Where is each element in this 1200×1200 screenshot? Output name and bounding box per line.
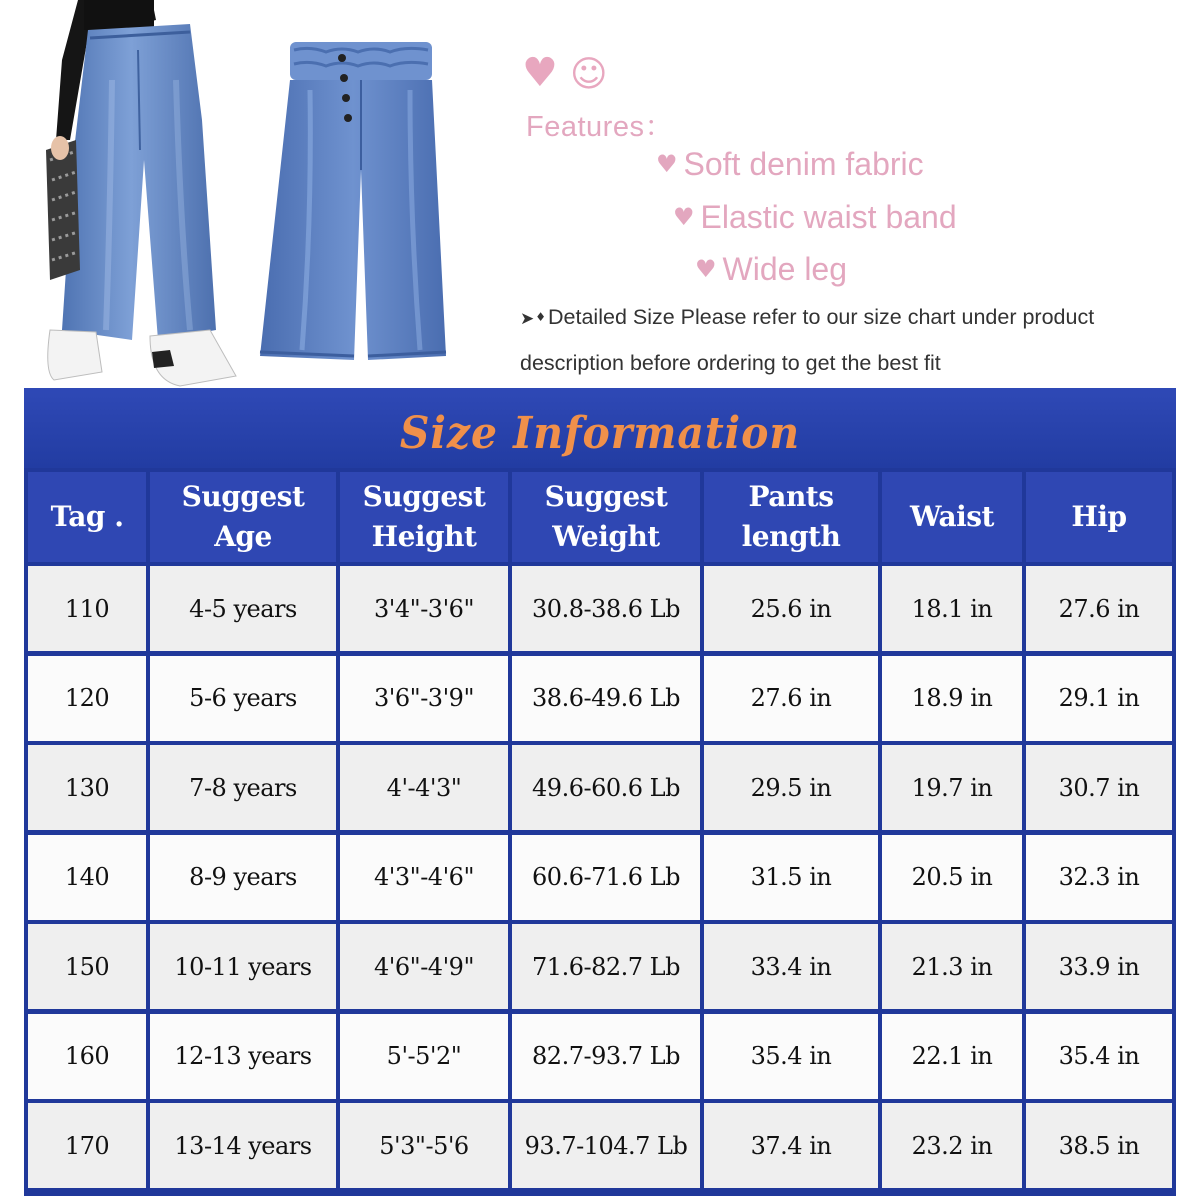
suggest-height-cell: 4'3"-4'6": [340, 835, 508, 920]
suggest-age-cell: 4-5 years: [150, 566, 336, 651]
hip-cell: 35.4 in: [1026, 1014, 1172, 1099]
column-header-suggest-weight: Suggest Weight: [512, 472, 700, 562]
tag-cell: 120: [28, 656, 146, 741]
suggest-weight-cell: 38.6-49.6 Lb: [512, 656, 700, 741]
heart-icon: ♥: [695, 255, 717, 283]
feature-item: [695, 251, 847, 288]
suggest-weight-cell: 49.6-60.6 Lb: [512, 745, 700, 830]
smiley-face-icon: ☺: [570, 54, 608, 95]
suggest-weight-cell: 71.6-82.7 Lb: [512, 924, 700, 1009]
feature-item: [673, 199, 957, 236]
suggest-age-cell: 12-13 years: [150, 1014, 336, 1099]
heart-icon: ♥: [656, 150, 678, 178]
waist-cell: 22.1 in: [882, 1014, 1022, 1099]
feature-text: Elastic waist band: [700, 199, 957, 235]
heart-icon: ♥: [673, 203, 695, 231]
suggest-height-cell: 5'-5'2": [340, 1014, 508, 1099]
suggest-height-cell: 5'3"-5'6: [340, 1103, 508, 1188]
suggest-weight-cell: 93.7-104.7 Lb: [512, 1103, 700, 1188]
feature-text: Soft denim fabric: [683, 146, 924, 182]
waist-cell: 23.2 in: [882, 1103, 1022, 1188]
hip-cell: 27.6 in: [1026, 566, 1172, 651]
suggest-age-cell: 13-14 years: [150, 1103, 336, 1188]
waist-cell: 18.9 in: [882, 656, 1022, 741]
flat-lay-jeans-photo: [250, 0, 460, 370]
pants-length-cell: 33.4 in: [704, 924, 878, 1009]
waist-cell: 20.5 in: [882, 835, 1022, 920]
size-chart-note: [520, 296, 1160, 385]
hip-cell: 33.9 in: [1026, 924, 1172, 1009]
pants-length-cell: 29.5 in: [704, 745, 878, 830]
column-header-suggest-height: Suggest Height: [340, 472, 508, 562]
tag-cell: 130: [28, 745, 146, 830]
tag-cell: 150: [28, 924, 146, 1009]
size-table-title-band: [24, 388, 1176, 468]
suggest-age-cell: 8-9 years: [150, 835, 336, 920]
hip-cell: 32.3 in: [1026, 835, 1172, 920]
arrow-right-icon: ➤: [520, 309, 535, 329]
product-feature-area: [0, 0, 1200, 388]
heart-icon: ♥: [522, 50, 558, 96]
column-header-pants-length: Pants length: [704, 472, 878, 562]
suggest-height-cell: 4'6"-4'9": [340, 924, 508, 1009]
column-header-waist: Waist: [882, 472, 1022, 562]
feature-text: Wide leg: [722, 251, 848, 287]
size-table-title: Size Information: [399, 408, 801, 459]
pants-length-cell: 37.4 in: [704, 1103, 878, 1188]
suggest-height-cell: 3'4"-3'6": [340, 566, 508, 651]
features-title: Features：: [526, 111, 674, 143]
waist-cell: 21.3 in: [882, 924, 1022, 1009]
suggest-weight-cell: 30.8-38.6 Lb: [512, 566, 700, 651]
tag-cell: 140: [28, 835, 146, 920]
suggest-age-cell: 10-11 years: [150, 924, 336, 1009]
suggest-age-cell: 5-6 years: [150, 656, 336, 741]
hip-cell: 29.1 in: [1026, 656, 1172, 741]
size-chart-note-text: Detailed Size Please refer to our size chart under product description before ordering to get the best fit: [520, 305, 1095, 375]
hip-cell: 38.5 in: [1026, 1103, 1172, 1188]
tag-cell: 170: [28, 1103, 146, 1188]
diamond-icon: ♦: [535, 310, 547, 324]
suggest-age-cell: 7-8 years: [150, 745, 336, 830]
column-header-hip: Hip: [1026, 472, 1172, 562]
tag-cell: 110: [28, 566, 146, 651]
waist-cell: 18.1 in: [882, 566, 1022, 651]
pants-length-cell: 31.5 in: [704, 835, 878, 920]
tag-cell: 160: [28, 1014, 146, 1099]
pants-length-cell: 27.6 in: [704, 656, 878, 741]
hip-cell: 30.7 in: [1026, 745, 1172, 830]
suggest-height-cell: 4'-4'3": [340, 745, 508, 830]
model-wearing-jeans-photo: [40, 0, 240, 388]
size-information-table: [24, 388, 1176, 1196]
suggest-weight-cell: 60.6-71.6 Lb: [512, 835, 700, 920]
pants-length-cell: 25.6 in: [704, 566, 878, 651]
waist-cell: 19.7 in: [882, 745, 1022, 830]
column-header-tag: Tag .: [28, 472, 146, 562]
feature-item: [656, 146, 924, 183]
suggest-height-cell: 3'6"-3'9": [340, 656, 508, 741]
suggest-weight-cell: 82.7-93.7 Lb: [512, 1014, 700, 1099]
column-header-suggest-age: Suggest Age: [150, 472, 336, 562]
pants-length-cell: 35.4 in: [704, 1014, 878, 1099]
